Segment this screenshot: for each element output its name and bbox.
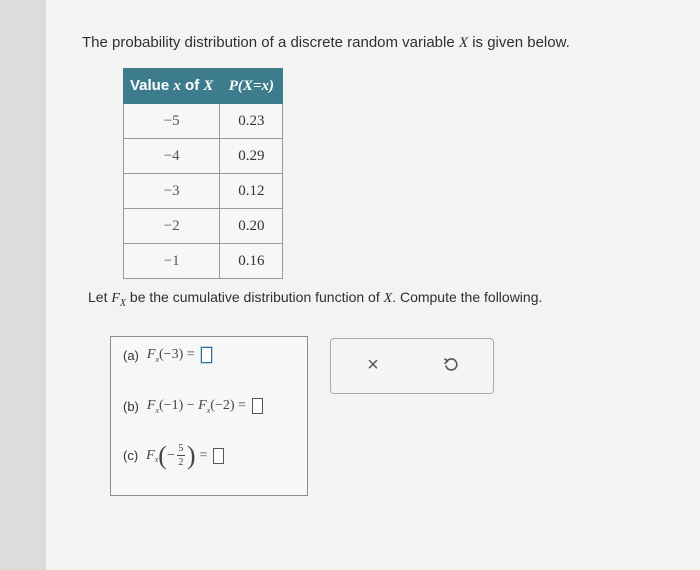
distribution-table [123, 68, 283, 279]
header-probability: P(X=x) [220, 69, 283, 104]
undo-icon [443, 357, 459, 373]
value-cell: −4 [124, 139, 220, 174]
part-a-expression: $F_x(-3)$ = [146, 347, 195, 364]
table-row [124, 139, 283, 174]
part-b [123, 398, 263, 415]
value-cell: −1 [124, 244, 220, 279]
value-cell: −2 [124, 209, 220, 244]
part-b-expression: $F_x(-1) - F_x(-2)$ = [146, 398, 246, 415]
part-a [123, 347, 212, 364]
probability-cell: 0.12 [220, 174, 283, 209]
probability-cell: 0.29 [220, 139, 283, 174]
intro-text-end: is given below. [468, 34, 570, 51]
value-cell: −5 [124, 104, 220, 139]
header-value: Value x of X [124, 69, 220, 104]
answer-panel [110, 336, 308, 496]
table-row [124, 209, 283, 244]
answer-input-c[interactable] [213, 448, 224, 464]
table-row [124, 174, 283, 209]
clear-button[interactable] [361, 353, 385, 377]
reset-button[interactable] [439, 353, 463, 377]
part-b-label: (b) [123, 398, 139, 414]
part-c [123, 440, 224, 470]
probability-cell: 0.20 [220, 209, 283, 244]
problem-intro [82, 34, 570, 52]
close-icon: × [367, 353, 379, 376]
probability-cell: 0.23 [220, 104, 283, 139]
table-row [124, 104, 283, 139]
table-row [124, 244, 283, 279]
intro-text: The probability distribution of a discrete random variable [82, 34, 459, 51]
part-c-expression: F $_x$ ( − $\frac{5}{2}$ ) = [146, 440, 208, 470]
answer-input-b[interactable] [252, 398, 263, 414]
cdf-sentence: Let $F_X$ be the cumulative distribution function of X. Compute the following. [88, 289, 543, 309]
answer-input-a[interactable] [201, 347, 212, 363]
intro-variable: X [458, 35, 469, 51]
part-a-label: (a) [123, 347, 139, 363]
probability-cell: 0.16 [220, 244, 283, 279]
fraction-five-halves: $\frac{5}{2}$ [178, 443, 184, 468]
part-c-label: (c) [123, 448, 139, 463]
value-cell: −3 [124, 174, 220, 209]
answer-controls [330, 338, 494, 394]
